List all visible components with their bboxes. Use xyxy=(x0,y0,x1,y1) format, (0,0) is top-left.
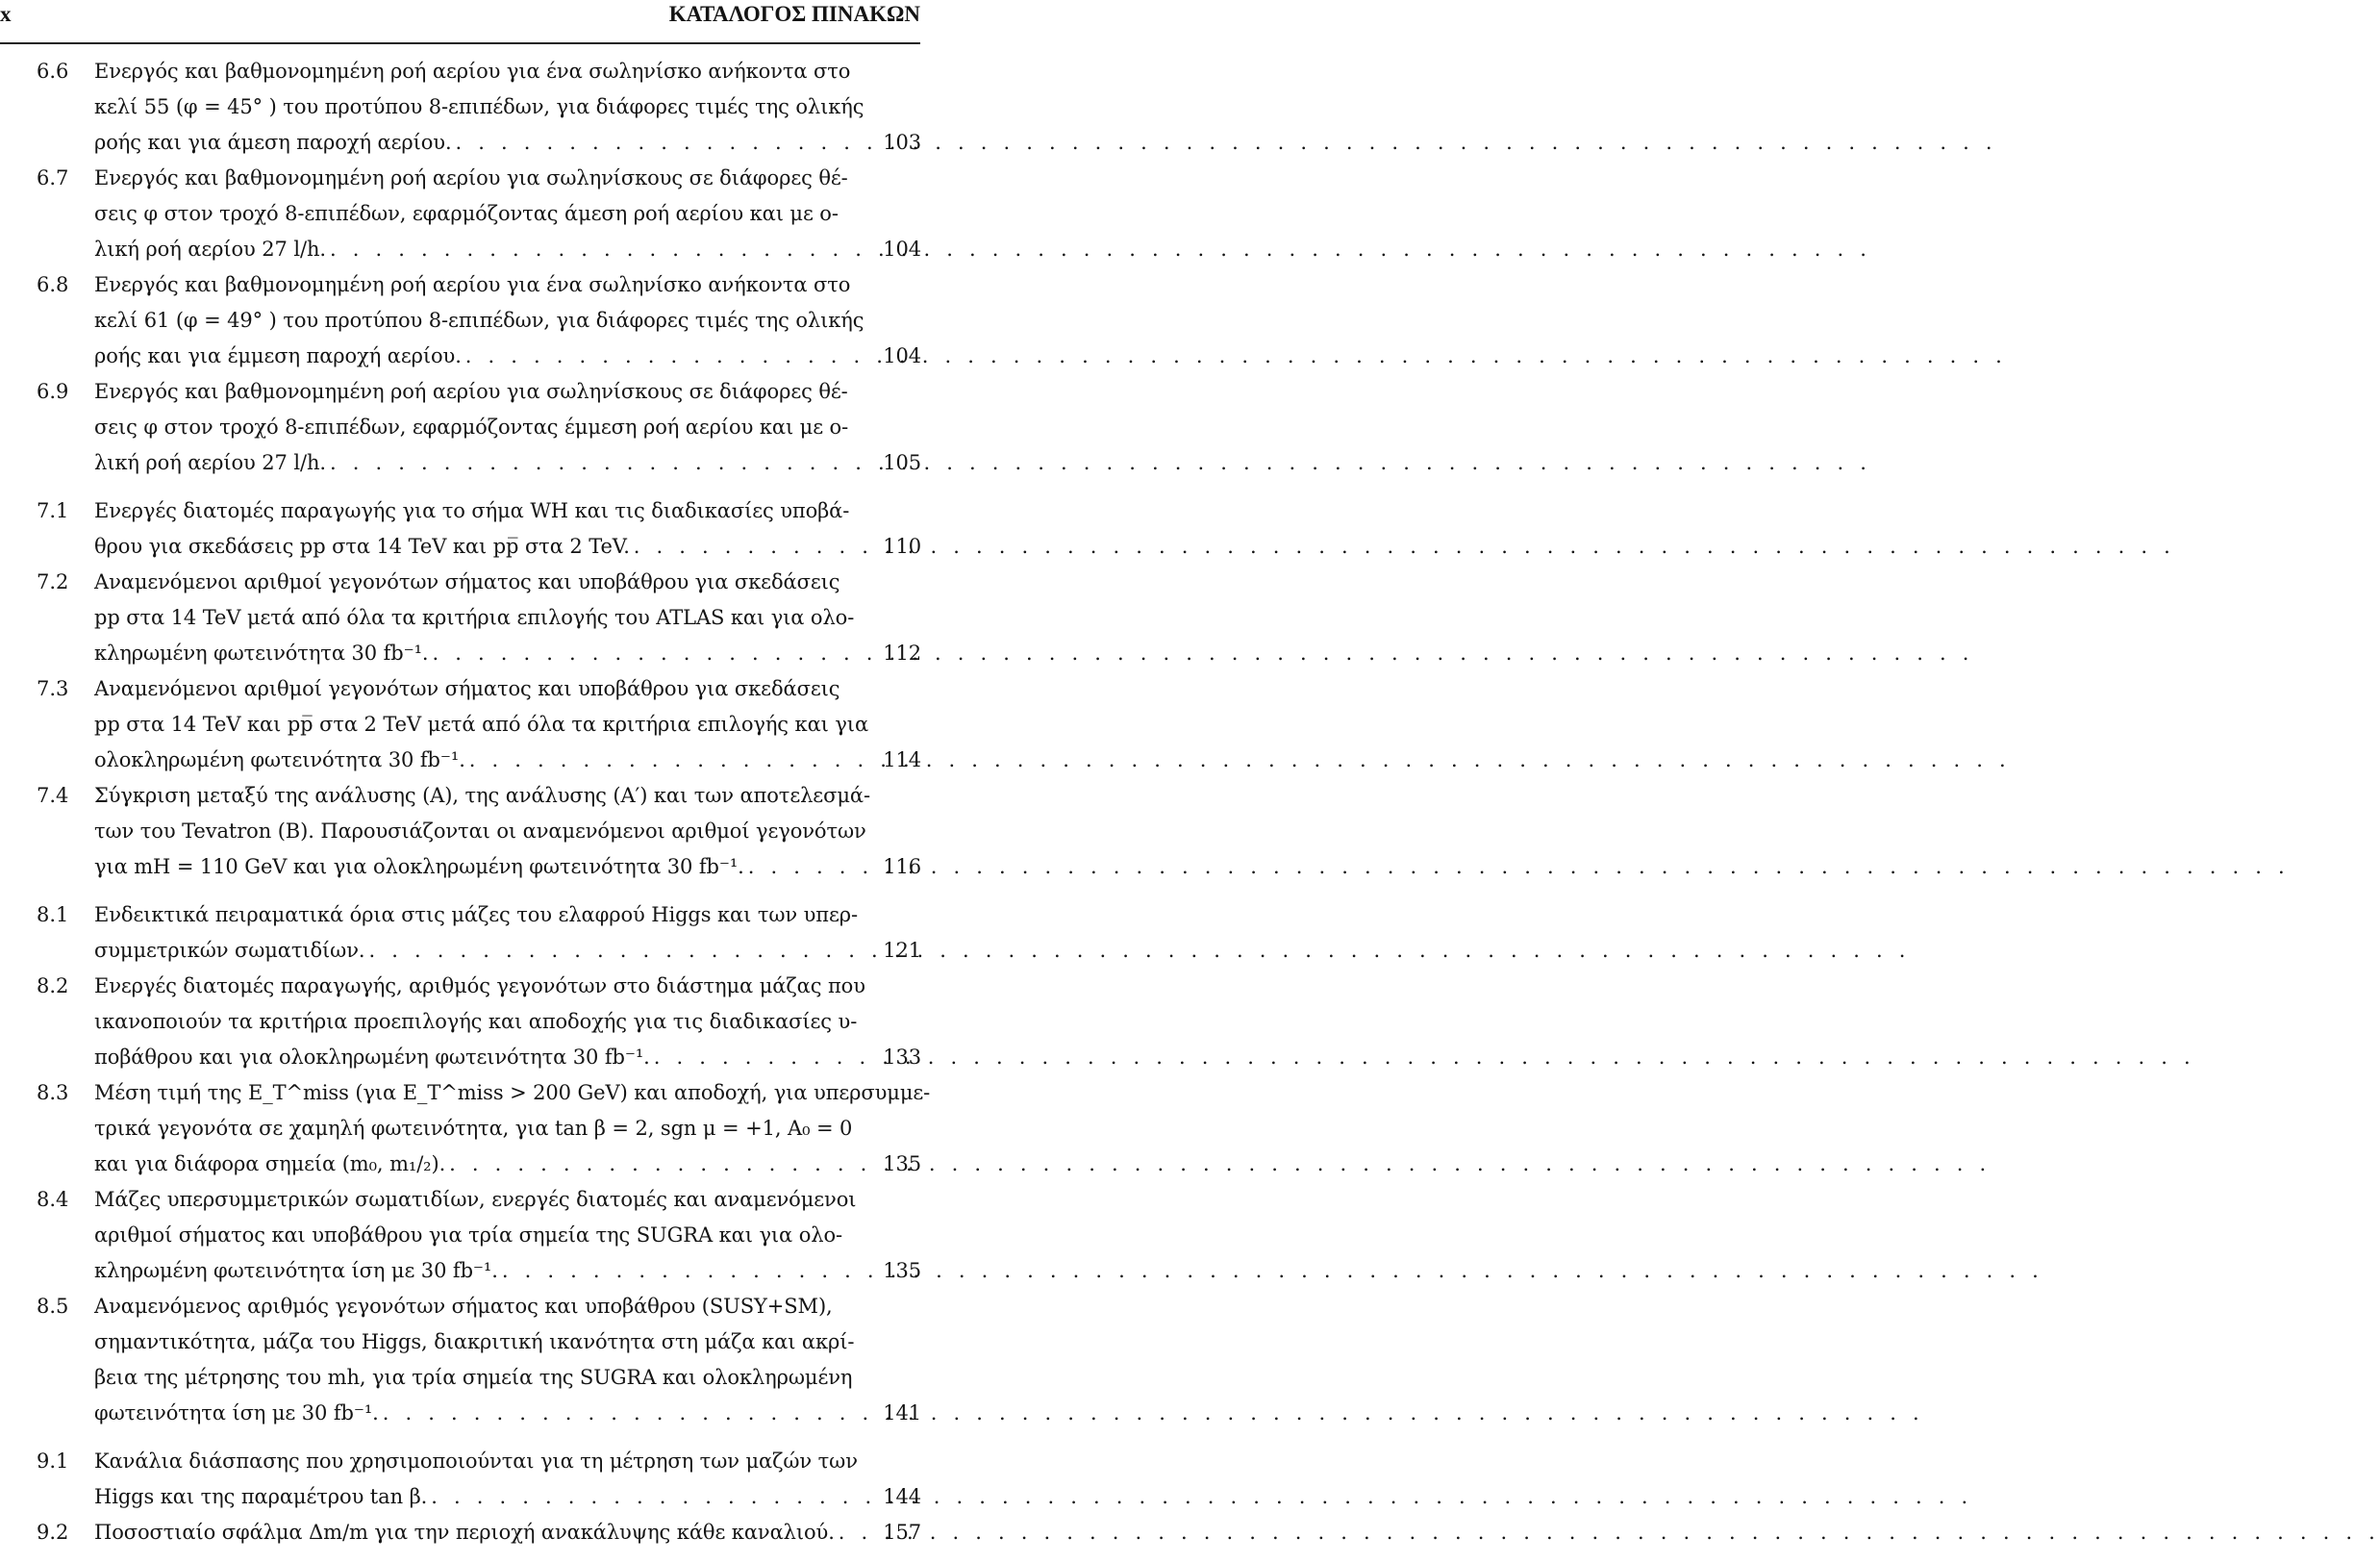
dot-leader xyxy=(445,1147,877,1182)
table-number: 6.8 xyxy=(37,273,69,296)
table-number: 9.2 xyxy=(37,1521,69,1544)
table-number: 8.2 xyxy=(37,974,69,997)
toc-entry[interactable] xyxy=(0,1182,923,1289)
dot-leader xyxy=(428,636,877,671)
caption-line: σεις φ στον τροχό 8-επιπέδων, εφαρμόζοντας άμεση ροή αερίου και με ο- xyxy=(94,202,839,225)
caption-line xyxy=(94,1040,923,1075)
page-reference[interactable]: 144 xyxy=(883,1485,921,1508)
caption-text xyxy=(94,161,923,267)
caption-line: τρικά γεγονότα σε χαμηλή φωτεινότητα, για tan β = 2, sgn μ = +1, A₀ = 0 xyxy=(94,1117,853,1140)
caption-line: pp στα 14 TeV μετά από όλα τα κριτήρια επιλογής του ATLAS και για ολο- xyxy=(94,606,855,629)
toc-entry[interactable] xyxy=(0,1444,923,1515)
caption-text xyxy=(94,565,923,671)
caption-line-text: Higgs και της παραμέτρου tan β. xyxy=(94,1485,428,1508)
toc-entry[interactable] xyxy=(0,897,923,969)
page-number-roman: x xyxy=(0,2,12,26)
caption-line: Ενεργός και βαθμονομημένη ροή αερίου για ένα σωληνίσκο ανήκοντα στο xyxy=(94,60,851,83)
caption-line: αριθμοί σήματος και υποβάθρου για τρία σημεία της SUGRA και για ολο- xyxy=(94,1223,842,1247)
caption-line-text: κληρωμένη φωτεινότητα ίση με 30 fb⁻¹. xyxy=(94,1259,498,1282)
page-reference[interactable]: 116 xyxy=(883,855,921,878)
toc-entry[interactable] xyxy=(0,1075,931,1182)
caption-line xyxy=(94,445,923,481)
caption-line-text: για mH = 110 GeV και για ολοκληρωμένη φωτεινότητα 30 fb⁻¹. xyxy=(94,855,744,878)
dot-leader xyxy=(498,1253,877,1289)
caption-text xyxy=(94,778,923,885)
page-reference[interactable]: 133 xyxy=(883,1046,921,1069)
page-reference[interactable]: 114 xyxy=(883,748,921,771)
caption-text xyxy=(94,1515,923,1550)
caption-line: Αναμενόμενοι αριθμοί γεγονότων σήματος και υποβάθρου για σκεδάσεις xyxy=(94,570,840,593)
toc-entry[interactable] xyxy=(0,1515,923,1550)
section-title: ΚΑΤΑΛΟΓΟΣ ΠΙΝΑΚΩΝ xyxy=(668,2,920,26)
caption-line-text: λική ροή αερίου 27 l/h. xyxy=(94,238,326,261)
toc-entry[interactable] xyxy=(0,54,923,161)
caption-line-text: θρου για σκεδάσεις pp στα 14 TeV και pp̅ στα 2 TeV. xyxy=(94,535,630,558)
page-reference[interactable]: 105 xyxy=(883,451,921,474)
page-reference[interactable]: 135 xyxy=(883,1152,921,1175)
caption-line: Ενεργός και βαθμονομημένη ροή αερίου για ένα σωληνίσκο ανήκοντα στο xyxy=(94,273,851,296)
caption-line: Αναμενόμενοι αριθμοί γεγονότων σήματος και υποβάθρου για σκεδάσεις xyxy=(94,677,840,700)
toc-entry[interactable] xyxy=(0,1289,923,1431)
caption-line xyxy=(94,636,923,671)
caption-line: Σύγκριση μεταξύ της ανάλυσης (A), της ανάλυσης (A′) και των αποτελεσμά- xyxy=(94,784,870,807)
caption-line xyxy=(94,529,923,565)
caption-line xyxy=(94,232,923,267)
caption-line xyxy=(94,1147,923,1182)
caption-line-text: συμμετρικών σωματιδίων. xyxy=(94,939,365,962)
running-header xyxy=(0,0,920,44)
caption-line: ικανοποιούν τα κριτήρια προεπιλογής και αποδοχής για τις διαδικασίες υ- xyxy=(94,1010,858,1033)
toc-chapter-group xyxy=(0,897,931,1431)
caption-text xyxy=(94,1182,923,1289)
page-reference[interactable]: 104 xyxy=(883,238,921,261)
dot-leader xyxy=(326,445,877,481)
caption-line: Μάζες υπερσυμμετρικών σωματιδίων, ενεργές διατομές και αναμενόμενοι xyxy=(94,1188,857,1211)
dot-leader xyxy=(462,339,877,374)
caption-line-text: ολοκληρωμένη φωτεινότητα 30 fb⁻¹. xyxy=(94,748,465,771)
caption-text xyxy=(94,493,923,565)
caption-text xyxy=(94,897,923,969)
caption-line xyxy=(94,125,923,161)
page-reference[interactable]: 112 xyxy=(883,642,921,665)
caption-text xyxy=(94,1075,931,1182)
caption-line xyxy=(94,1515,923,1550)
caption-line: Αναμενόμενος αριθμός γεγονότων σήματος και υποβάθρου (SUSY+SM), xyxy=(94,1295,833,1318)
list-of-tables xyxy=(0,54,931,1563)
dot-leader xyxy=(427,1479,877,1515)
caption-line: Ενεργός και βαθμονομημένη ροή αερίου για σωληνίσκους σε διάφορες θέ- xyxy=(94,380,848,403)
toc-entry[interactable] xyxy=(0,493,923,565)
caption-line xyxy=(94,339,923,374)
page-reference[interactable]: 135 xyxy=(883,1259,921,1282)
caption-line-text: ροής και για έμμεση παροχή αερίου. xyxy=(94,344,462,367)
table-number: 8.3 xyxy=(37,1081,69,1104)
caption-line: Ενεργός και βαθμονομημένη ροή αερίου για σωληνίσκους σε διάφορες θέ- xyxy=(94,166,848,189)
caption-line: Κανάλια διάσπασης που χρησιμοποιούνται για τη μέτρηση των μαζών των xyxy=(94,1450,858,1473)
table-number: 7.3 xyxy=(37,677,69,700)
caption-line: κελί 55 (φ = 45° ) του προτύπου 8-επιπέδων, για διάφορες τιμές της ολικής xyxy=(94,95,864,118)
table-number: 7.1 xyxy=(37,499,69,522)
caption-line: pp στα 14 TeV και pp̅ στα 2 TeV μετά από όλα τα κριτήρια επιλογής και για xyxy=(94,713,869,736)
page-reference[interactable]: 103 xyxy=(883,131,921,154)
caption-line: Ενεργές διατομές παραγωγής για το σήμα WH και τις διαδικασίες υποβά- xyxy=(94,499,850,522)
toc-entry[interactable] xyxy=(0,161,923,267)
toc-entry[interactable] xyxy=(0,671,923,778)
toc-chapter-group xyxy=(0,54,923,481)
caption-line-text: φωτεινότητα ίση με 30 fb⁻¹. xyxy=(94,1401,379,1424)
caption-text xyxy=(94,671,923,778)
caption-text xyxy=(94,1444,923,1515)
caption-line-text: και για διάφορα σημεία (m₀, m₁/₂). xyxy=(94,1152,446,1175)
toc-chapter-group xyxy=(0,1444,923,1550)
toc-entry[interactable] xyxy=(0,969,923,1075)
page-reference[interactable]: 157 xyxy=(883,1521,921,1544)
caption-line-text: ποβάθρου και για ολοκληρωμένη φωτεινότητα 30 fb⁻¹. xyxy=(94,1046,650,1069)
caption-line: βεια της μέτρησης του mh, για τρία σημεία της SUGRA και ολοκληρωμένη xyxy=(94,1366,853,1389)
table-number: 7.2 xyxy=(37,570,69,593)
caption-line xyxy=(94,1253,923,1289)
table-number: 6.9 xyxy=(37,380,69,403)
toc-chapter-group xyxy=(0,493,923,885)
caption-text xyxy=(94,267,923,374)
caption-line: σεις φ στον τροχό 8-επιπέδων, εφαρμόζοντας έμμεση ροή αερίου και με ο- xyxy=(94,416,849,439)
dot-leader xyxy=(379,1396,877,1431)
dot-leader xyxy=(326,232,877,267)
caption-line xyxy=(94,743,923,778)
caption-line-text: κληρωμένη φωτεινότητα 30 fb⁻¹. xyxy=(94,642,429,665)
dot-leader xyxy=(364,933,877,969)
caption-line-text: ροής και για άμεση παροχή αερίου. xyxy=(94,131,452,154)
caption-text xyxy=(94,374,923,481)
table-number: 9.1 xyxy=(37,1450,69,1473)
caption-line xyxy=(94,1479,923,1515)
caption-line xyxy=(94,849,923,885)
dot-leader xyxy=(630,529,877,565)
toc-entry[interactable] xyxy=(0,778,923,885)
caption-line: των του Tevatron (B). Παρουσιάζονται οι αναμενόμενοι αριθμοί γεγονότων xyxy=(94,819,866,843)
table-number: 7.4 xyxy=(37,784,69,807)
dot-leader xyxy=(650,1040,877,1075)
toc-entry[interactable] xyxy=(0,565,923,671)
toc-entry[interactable] xyxy=(0,267,923,374)
dot-leader xyxy=(452,125,877,161)
caption-text xyxy=(94,1289,923,1431)
caption-line: Ενεργές διατομές παραγωγής, αριθμός γεγονότων στο διάστημα μάζας που xyxy=(94,974,865,997)
table-number: 8.1 xyxy=(37,903,69,926)
table-number: 6.6 xyxy=(37,60,69,83)
toc-entry[interactable] xyxy=(0,374,923,481)
dot-leader xyxy=(744,849,877,885)
table-number: 6.7 xyxy=(37,166,69,189)
page-reference[interactable]: 110 xyxy=(883,535,921,558)
caption-line-text: Ποσοστιαίο σφάλμα Δm/m για την περιοχή ανακάλυψης κάθε καναλιού. xyxy=(94,1521,835,1544)
dot-leader xyxy=(835,1515,877,1550)
caption-line: Μέση τιμή της E_T^miss (για E_T^miss > 200 GeV) και αποδοχή, για υπερσυμμε- xyxy=(94,1081,931,1104)
caption-line: σημαντικότητα, μάζα του Higgs, διακριτική ικανότητα στη μάζα και ακρί- xyxy=(94,1330,855,1353)
page-reference[interactable]: 121 xyxy=(883,939,921,962)
table-number: 8.5 xyxy=(37,1295,69,1318)
caption-line: Ενδεικτικά πειραματικά όρια στις μάζες του ελαφρού Higgs και των υπερ- xyxy=(94,903,859,926)
page-reference[interactable]: 104 xyxy=(883,344,921,367)
caption-line xyxy=(94,1396,923,1431)
caption-line: κελί 61 (φ = 49° ) του προτύπου 8-επιπέδων, για διάφορες τιμές της ολικής xyxy=(94,309,864,332)
caption-line-text: λική ροή αερίου 27 l/h. xyxy=(94,451,326,474)
document-page xyxy=(0,0,931,1544)
table-number: 8.4 xyxy=(37,1188,69,1211)
page-reference[interactable]: 141 xyxy=(883,1401,921,1424)
caption-line xyxy=(94,933,923,969)
caption-text xyxy=(94,54,923,161)
caption-text xyxy=(94,969,923,1075)
dot-leader xyxy=(465,743,877,778)
